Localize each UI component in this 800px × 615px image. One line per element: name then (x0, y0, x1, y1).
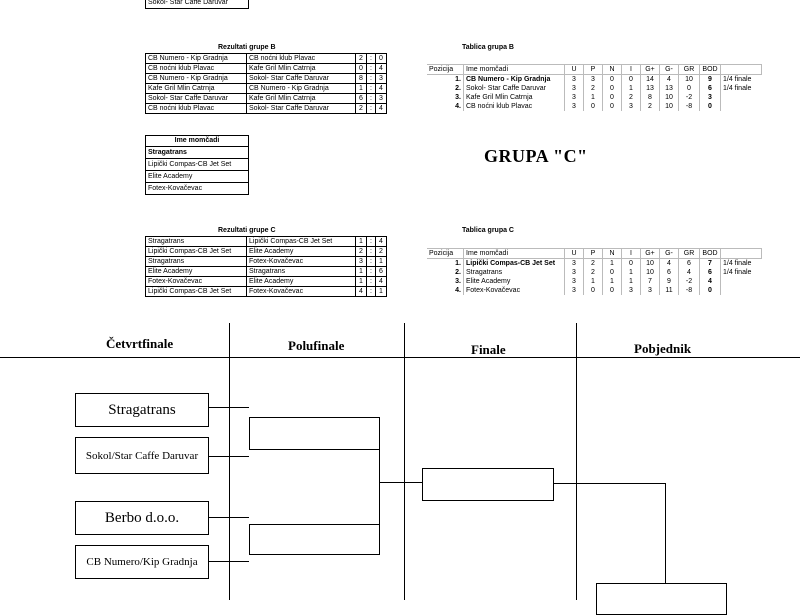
standings-cell: 3. (427, 277, 464, 286)
name-item: Stragatrans (146, 147, 248, 159)
winner-slot (596, 583, 727, 615)
score-separator: : (367, 94, 376, 104)
standings-c-table (427, 248, 762, 295)
group-c-heading: GRUPA "C" (484, 146, 588, 166)
table-c-title: Tablica grupa C (462, 227, 514, 234)
standings-cell: 2 (584, 84, 603, 93)
result-row (146, 54, 387, 64)
score-cell: 2 (356, 54, 367, 64)
header-final: Finale (471, 342, 506, 357)
standings-cell: 3 (565, 286, 584, 295)
header-cell: Pozicija (427, 249, 464, 259)
header-cell: Ime momčadi (464, 249, 565, 259)
header-cell: N (603, 249, 622, 259)
standings-cell: 6 (700, 268, 721, 277)
standings-cell: 0 (603, 268, 622, 277)
result-row (146, 277, 387, 287)
bracket-divider (576, 323, 577, 600)
score-cell: 3 (376, 94, 387, 104)
standings-cell: -8 (679, 286, 700, 295)
standings-cell: 0 (700, 102, 721, 111)
header-cell: U (565, 249, 584, 259)
standings-cell: 13 (660, 84, 679, 93)
standings-cell: 3 (622, 102, 641, 111)
header-cell: G- (660, 65, 679, 75)
team-box: Stragatrans (75, 393, 209, 427)
result-row (146, 247, 387, 257)
score-cell: 1 (356, 237, 367, 247)
standings-cell: 0 (679, 84, 700, 93)
results-c-table (145, 236, 387, 297)
header-cell: I (622, 65, 641, 75)
standings-cell: 0 (584, 102, 603, 111)
standings-cell: 9 (660, 277, 679, 286)
semifinal-slot (249, 417, 380, 450)
score-cell: 4 (376, 277, 387, 287)
score-cell: 2 (376, 247, 387, 257)
standings-cell: -8 (679, 102, 700, 111)
team-cell: Fotex-Kovačevac (247, 287, 356, 297)
team-cell: Lipički Compas-CB Jet Set (146, 287, 247, 297)
standings-cell: 3 (700, 93, 721, 102)
standings-cell: 6 (700, 84, 721, 93)
group-c-names (145, 135, 249, 195)
team-cell: CB Numero - Kip Gradnja (146, 54, 247, 64)
score-separator: : (367, 237, 376, 247)
header-cell: G+ (641, 65, 660, 75)
standings-cell (721, 277, 762, 286)
standings-cell: 10 (660, 102, 679, 111)
standings-cell (721, 93, 762, 102)
standings-cell: 3. (427, 93, 464, 102)
score-cell: 0 (376, 54, 387, 64)
score-separator: : (367, 74, 376, 84)
team-cell: CB noćni klub Plavac (146, 64, 247, 74)
score-separator: : (367, 54, 376, 64)
standings-cell: 3 (565, 75, 584, 85)
standings-cell: 3 (584, 75, 603, 85)
team-cell: Sokol- Star Caffe Daruvar (247, 74, 356, 84)
header-cell: U (565, 65, 584, 75)
score-cell: 3 (356, 257, 367, 267)
standings-cell: 3 (565, 259, 584, 269)
header-cell: G+ (641, 249, 660, 259)
result-row (146, 237, 387, 247)
score-cell: 0 (356, 64, 367, 74)
results-b-title: Rezultati grupe B (218, 44, 276, 51)
standings-cell: CB Numero - Kip Gradnja (464, 75, 565, 85)
standings-cell: 0 (584, 286, 603, 295)
standings-cell: 0 (622, 75, 641, 85)
team-cell: Kafe Gril Mlin Catrnja (146, 84, 247, 94)
standings-cell: 1. (427, 259, 464, 269)
team-cell: CB Numero - Kip Gradnja (146, 74, 247, 84)
standings-cell: 1. (427, 75, 464, 85)
connector (665, 483, 666, 583)
result-row (146, 287, 387, 297)
standings-cell: 4 (660, 259, 679, 269)
team-cell: Fotex-Kovačevac (247, 257, 356, 267)
team-cell: Stragatrans (146, 237, 247, 247)
standings-cell: 1/4 finale (723, 76, 752, 83)
score-separator: : (367, 257, 376, 267)
score-separator: : (367, 104, 376, 114)
team-cell: CB noćni klub Plavac (247, 54, 356, 64)
header-cell: BOD (700, 249, 721, 259)
standings-cell: 8 (641, 93, 660, 102)
standings-cell: 1/4 finale (723, 260, 752, 267)
standings-cell: 2 (641, 102, 660, 111)
result-row (146, 64, 387, 74)
standings-cell: 1 (584, 93, 603, 102)
score-cell: 6 (376, 267, 387, 277)
team-cell: Kafe Gril Mlin Catrnja (247, 94, 356, 104)
standings-cell: 1 (622, 268, 641, 277)
team-cell: Elite Academy (247, 247, 356, 257)
table-b-title: Tablica grupa B (462, 44, 514, 51)
score-cell: 2 (356, 104, 367, 114)
standings-row (427, 259, 762, 269)
score-cell: 4 (376, 104, 387, 114)
standings-cell: 1 (603, 277, 622, 286)
header-cell: P (584, 249, 603, 259)
connector (553, 483, 665, 484)
header-cell: GR (679, 65, 700, 75)
result-row (146, 267, 387, 277)
standings-cell: 10 (679, 75, 700, 85)
standings-cell: 4. (427, 286, 464, 295)
standings-cell: 14 (641, 75, 660, 85)
score-separator: : (367, 267, 376, 277)
score-cell: 2 (356, 247, 367, 257)
results-c-title: Rezultati grupe C (218, 227, 276, 234)
score-cell: 1 (376, 257, 387, 267)
score-cell: 6 (356, 94, 367, 104)
score-cell: 1 (356, 267, 367, 277)
connector (379, 482, 422, 483)
standings-cell (721, 102, 762, 111)
score-cell: 4 (356, 287, 367, 297)
standings-cell: 1/4 finale (723, 269, 752, 276)
header-winner: Pobjednik (634, 341, 692, 356)
standings-cell: 3 (565, 268, 584, 277)
standings-cell: Sokol- Star Caffe Daruvar (464, 84, 565, 93)
score-separator: : (367, 64, 376, 74)
result-row (146, 74, 387, 84)
bracket-divider (229, 323, 230, 600)
bracket-divider (404, 323, 405, 600)
score-cell: 4 (376, 84, 387, 94)
header-cell: I (622, 249, 641, 259)
connector (379, 431, 380, 541)
standings-cell: 6 (660, 268, 679, 277)
standings-cell: CB noćni klub Plavac (464, 102, 565, 111)
top-partial-cell: Sokol- Star Caffe Daruvar (145, 0, 249, 9)
header-semifinal: Polufinale (288, 338, 345, 353)
standings-cell: 7 (641, 277, 660, 286)
name-item: Fotex-Kovačevac (148, 185, 203, 192)
team-box: Sokol/Star Caffe Daruvar (75, 437, 209, 474)
standings-cell: Elite Academy (464, 277, 565, 286)
standings-cell: 3 (622, 286, 641, 295)
semifinal-slot (249, 524, 380, 555)
connector (208, 517, 249, 518)
score-separator: : (367, 247, 376, 257)
score-cell: 1 (356, 84, 367, 94)
team-cell: Lipički Compas-CB Jet Set (146, 247, 247, 257)
standings-cell: 3 (565, 277, 584, 286)
standings-cell: 10 (641, 268, 660, 277)
header-cell (721, 65, 762, 75)
team-cell: CB noćni klub Plavac (146, 104, 247, 114)
standings-cell: 4 (660, 75, 679, 85)
final-slot (422, 468, 554, 501)
standings-cell: 0 (622, 259, 641, 269)
standings-cell: 3 (565, 102, 584, 111)
team-cell: Stragatrans (247, 267, 356, 277)
result-row (146, 257, 387, 267)
header-quarterfinal: Četvrtfinale (106, 336, 174, 351)
connector (208, 456, 249, 457)
standings-cell: 13 (641, 84, 660, 93)
standings-cell: 10 (641, 259, 660, 269)
standings-cell (721, 286, 762, 295)
standings-cell: Fotex-Kovačevac (464, 286, 565, 295)
standings-cell: Kafe Gril Mlin Catrnja (464, 93, 565, 102)
standings-cell: 2 (584, 259, 603, 269)
connector (208, 407, 249, 408)
standings-cell: 0 (603, 84, 622, 93)
result-row (146, 84, 387, 94)
standings-header (427, 65, 762, 75)
standings-cell: 1 (622, 277, 641, 286)
team-cell: Elite Academy (146, 267, 247, 277)
standings-cell: 0 (603, 286, 622, 295)
header-cell: GR (679, 249, 700, 259)
name-item: Lipički Compas-CB Jet Set (146, 159, 248, 171)
standings-cell: 3 (565, 93, 584, 102)
name-item: Elite Academy (146, 171, 248, 183)
standings-cell: 3 (565, 84, 584, 93)
standings-row (427, 84, 762, 93)
standings-cell: 2 (584, 268, 603, 277)
standings-cell: 0 (603, 93, 622, 102)
standings-cell: 0 (700, 286, 721, 295)
connector (208, 561, 249, 562)
standings-cell: -2 (679, 277, 700, 286)
team-cell: Elite Academy (247, 277, 356, 287)
standings-cell: 1 (603, 259, 622, 269)
header-cell: P (584, 65, 603, 75)
standings-cell: 1/4 finale (723, 85, 752, 92)
standings-row (427, 102, 762, 111)
standings-cell: 9 (700, 75, 721, 85)
score-cell: 1 (356, 277, 367, 287)
result-row (146, 104, 387, 114)
score-cell: 3 (376, 74, 387, 84)
score-cell: 8 (356, 74, 367, 84)
standings-cell: -2 (679, 93, 700, 102)
team-box: Berbo d.o.o. (75, 501, 209, 535)
standings-header (427, 249, 762, 259)
standings-cell: 11 (660, 286, 679, 295)
standings-row (427, 268, 762, 277)
score-separator: : (367, 84, 376, 94)
bracket-top-line (0, 357, 800, 358)
header-cell: Pozicija (427, 65, 464, 75)
standings-cell: 6 (679, 259, 700, 269)
standings-cell: Lipički Compas-CB Jet Set (464, 259, 565, 269)
score-separator: : (367, 287, 376, 297)
header-cell: BOD (700, 65, 721, 75)
standings-cell: 10 (660, 93, 679, 102)
standings-cell: 3 (641, 286, 660, 295)
standings-b-table (427, 64, 762, 111)
results-b-table (145, 53, 387, 114)
standings-row (427, 93, 762, 102)
team-cell: Fotex-Kovačevac (146, 277, 247, 287)
standings-cell: 2 (622, 93, 641, 102)
score-separator: : (367, 277, 376, 287)
standings-cell: 4 (700, 277, 721, 286)
standings-row (427, 286, 762, 295)
standings-cell: 1 (584, 277, 603, 286)
team-cell: Stragatrans (146, 257, 247, 267)
header-cell: G- (660, 249, 679, 259)
score-cell: 4 (376, 237, 387, 247)
team-cell: Sokol- Star Caffe Daruvar (247, 104, 356, 114)
names-title: Ime momčadi (146, 136, 248, 147)
header-cell: Ime momčadi (464, 65, 565, 75)
standings-cell: 0 (603, 75, 622, 85)
standings-row (427, 277, 762, 286)
standings-cell: 0 (603, 102, 622, 111)
standings-cell: 2. (427, 268, 464, 277)
standings-cell: 2. (427, 84, 464, 93)
team-cell: Lipički Compas-CB Jet Set (247, 237, 356, 247)
header-cell (721, 249, 762, 259)
team-cell: Sokol- Star Caffe Daruvar (146, 94, 247, 104)
result-row (146, 94, 387, 104)
standings-cell: Stragatrans (464, 268, 565, 277)
standings-row (427, 75, 762, 85)
score-cell: 4 (376, 64, 387, 74)
standings-cell: 7 (700, 259, 721, 269)
team-box: CB Numero/Kip Gradnja (75, 545, 209, 579)
standings-cell: 4. (427, 102, 464, 111)
team-cell: CB Numero - Kip Gradnja (247, 84, 356, 94)
score-cell: 1 (376, 287, 387, 297)
header-cell: N (603, 65, 622, 75)
standings-cell: 4 (679, 268, 700, 277)
team-cell: Kafe Gril Mlin Catrnja (247, 64, 356, 74)
standings-cell: 1 (622, 84, 641, 93)
